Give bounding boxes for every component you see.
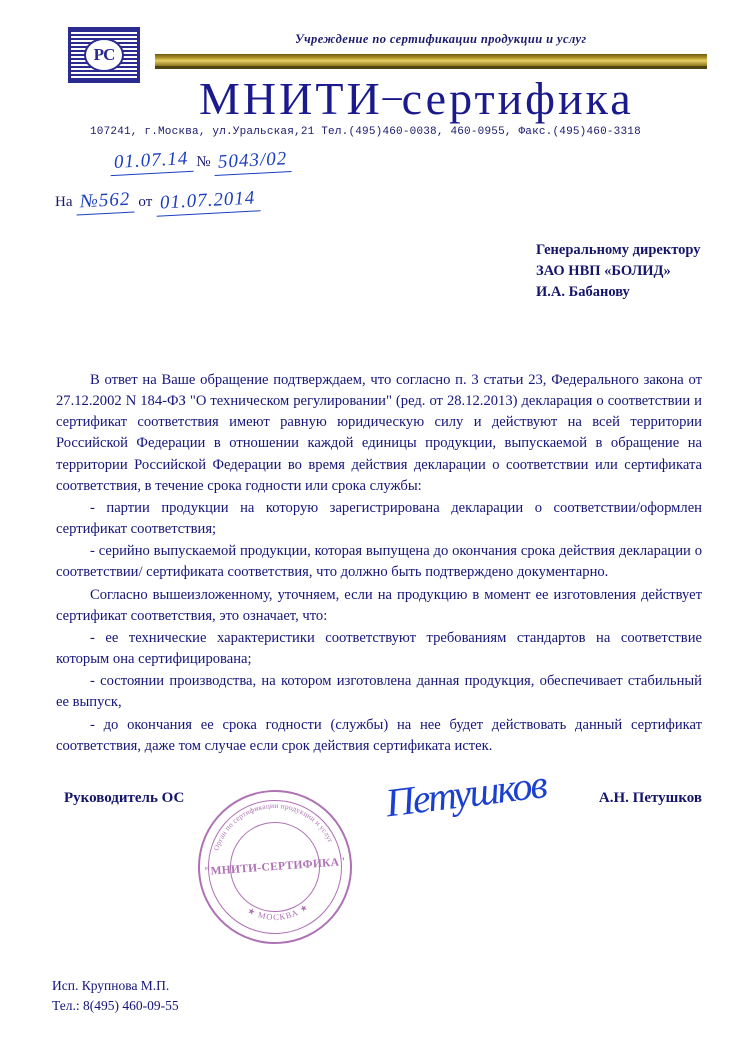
body-paragraph: В ответ на Ваше обращение подтверждаем, что согласно п. 3 статьи 23, Федерального закона от 27.12.2002 N 184-ФЗ "О техническом регулировании" (ред. от 28.12.2013) декларация о соответствии и сертификат соответствия имеют равную юридическую силу и действуют на всей территории Российской Федерации в отношении каждой единицы продукции, выпускаемой в обращение на территории Российской Федерации во время действия декларации о соответствии или сертификата соответствия, в течение срока годности или срока службы:	[56, 372, 702, 494]
number-label: №	[196, 154, 211, 170]
body-paragraph: - до окончания ее срока годности (службы) на нее будет действовать данный сертификат соответствия, даже том случае если срок действия сертификата истек.	[56, 716, 702, 754]
addressee-line-2: ЗАО НВП «БОЛИД»	[536, 263, 671, 280]
stamp-center-text: "МНИТИ-СЕРТИФИКА"	[203, 856, 347, 878]
brand-dash: –	[382, 75, 402, 117]
brand-title	[199, 72, 634, 125]
stamp-arc-top-text: Орган по сертификации продукции и услуг	[211, 800, 336, 852]
logo-monogram: РС	[84, 38, 124, 72]
outgoing-date-handwritten: 01.07.14	[109, 148, 193, 176]
org-subtitle: Учреждение по сертификации продукции и услуг	[295, 32, 587, 46]
letter-body	[56, 370, 702, 758]
incoming-number-handwritten: №562	[76, 188, 136, 215]
incoming-date-handwritten: 01.07.2014	[155, 187, 260, 216]
reference-outgoing-row	[110, 150, 292, 174]
incoming-date-label: от	[138, 194, 153, 210]
body-paragraph: - серийно выпускаемой продукции, которая выпущена до окончания срока действия декларации о соответствии/ сертификата соответствия, что должно быть подтверждено документарно.	[56, 543, 702, 581]
round-stamp	[193, 785, 357, 949]
brand-part-1: МНИТИ	[199, 73, 383, 124]
addressee-block	[536, 240, 701, 303]
incoming-label: На	[55, 194, 73, 210]
addressee-line-3: И.А. Бабанову	[536, 284, 630, 301]
addressee-line-1: Генеральному директору	[536, 242, 701, 258]
stamp-arc-bottom-text: ★ МОСКВА ★	[245, 901, 311, 923]
gold-rule	[155, 54, 707, 66]
body-paragraph: - партии продукции на которую зарегистрирована декларации о соответствии/оформлен сертификат соответствия;	[56, 499, 702, 538]
body-paragraph: - ее технические характеристики соответствуют требованиям стандартов на соответствие которым она сертифицирована;	[56, 629, 702, 668]
gold-rule-shadow	[155, 66, 707, 69]
body-paragraph: Согласно вышеизложенному, уточняем, если на продукцию в момент ее изготовления действует сертификат соответствия, это означает, что:	[56, 586, 702, 624]
executor-phone: Тел.: 8(495) 460-09-55	[52, 997, 179, 1013]
contact-line: 107241, г.Москва, ул.Уральская,21 Тел.(495)460-0038, 460-0955, Факс.(495)460-3318	[90, 126, 641, 138]
reference-block	[55, 148, 385, 228]
reference-incoming-row	[55, 187, 260, 214]
executor-name: Исп. Крупнова М.П.	[52, 977, 170, 993]
handwritten-signature: Петушков	[383, 761, 548, 826]
body-paragraph: - состоянии производства, на котором изготовлена данная продукция, обеспечивает стабильный ее выпуск,	[56, 673, 702, 711]
rs-logo-icon	[68, 27, 140, 83]
letterhead	[55, 22, 705, 137]
brand-part-2: сертифика	[401, 73, 634, 124]
signatory-name: А.Н. Петушков	[598, 790, 702, 806]
outgoing-number-handwritten: 5043/02	[214, 148, 292, 176]
signatory-position: Руководитель ОС	[64, 790, 185, 806]
footer-block	[52, 976, 179, 1017]
